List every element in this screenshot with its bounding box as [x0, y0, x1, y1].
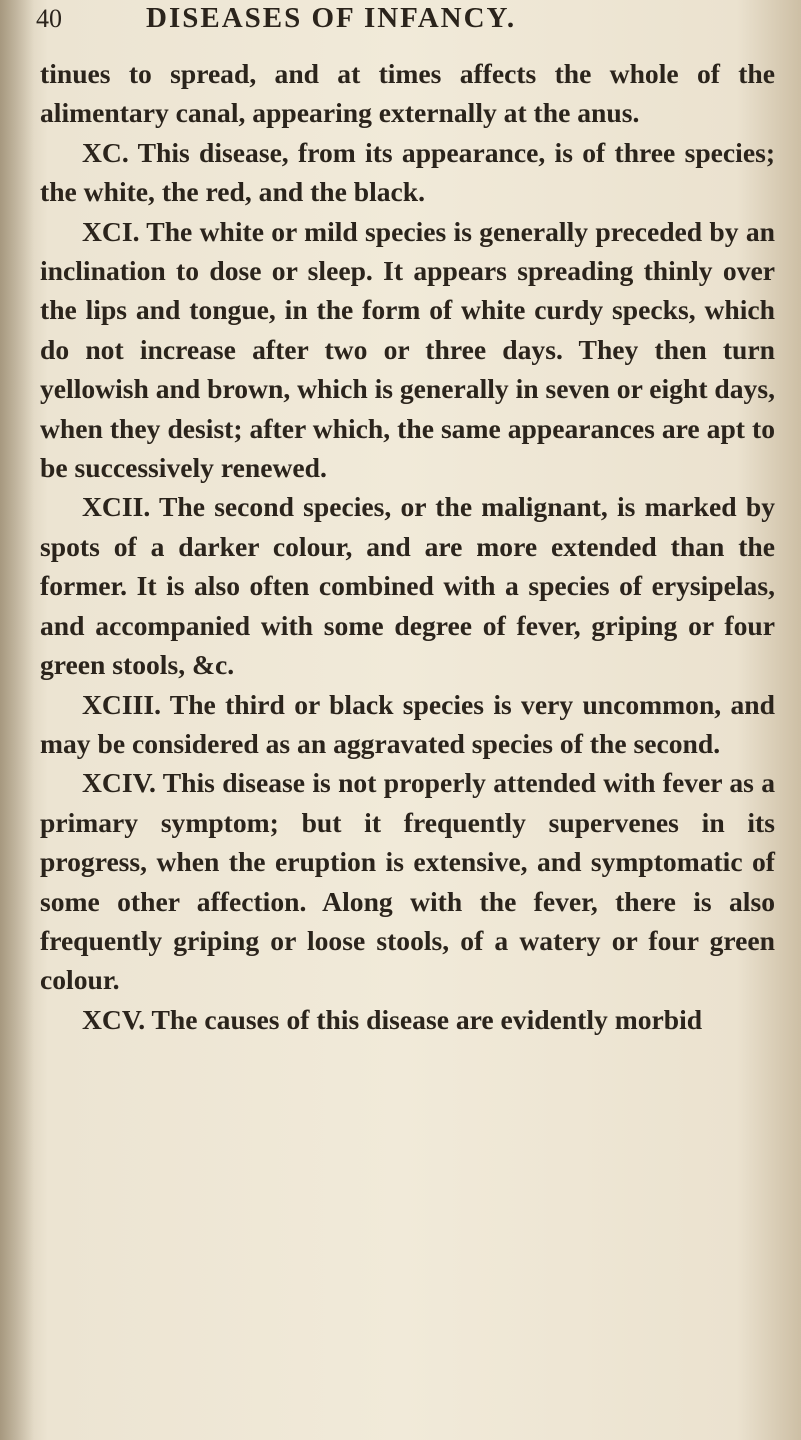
paragraph-text: The white or mild species is generally preceded by an inclination to dose or sleep. It appears spreading thinly over the lips and tongue, in the form of white curdy specks, which do not increase after two or three days. They then turn yellowish and brown, which is generally in seven or eight days, when they desist; after which, the same appearances are apt to be successively renewed. [40, 215, 775, 484]
paragraph-label: XCIII. [82, 688, 161, 720]
paragraph-xcii [40, 487, 775, 684]
paragraph-continuation [40, 54, 775, 133]
paragraph-label: XCII. [82, 491, 151, 523]
body-text [40, 54, 775, 1039]
page-header [36, 2, 776, 42]
paragraph-xciv [40, 763, 775, 999]
paragraph-text: The third or black species is very uncommon, and may be considered as an aggravated species of the second. [40, 688, 775, 759]
page-number: 40 [36, 4, 62, 33]
running-head: DISEASES OF INFANCY. [146, 2, 517, 34]
paragraph-label: XCIV. [82, 767, 156, 799]
binding-shadow [0, 0, 34, 1440]
paragraph-text: The causes of this disease are evidently morbid [151, 1003, 703, 1035]
paragraph-text: This disease, from its appearance, is of three species; the white, the red, and the black. [40, 136, 776, 208]
paragraph-xci [40, 212, 775, 488]
paragraph-xcv [40, 1000, 775, 1039]
paragraph-text: This disease is not properly attended with fever as a primary symptom; but it frequently supervenes in its progress, when the eruption is extensive, and symptomatic of some other affection. Along with the fever, there is also frequently griping or loose stools, of a watery or four green colour. [40, 767, 775, 996]
paragraph-label: XC. [82, 136, 129, 168]
paragraph-text: tinues to spread, and at times affects the whole of the alimentary canal, appearing externally at the anus. [40, 58, 775, 129]
paragraph-xc [40, 133, 775, 212]
paragraph-label: XCV. [82, 1003, 146, 1035]
paragraph-xciii [40, 685, 775, 764]
paragraph-text: The second species, or the malignant, is marked by spots of a darker colour, and are more extended than the former. It is also often combined with a species of erysipelas, and accompanied with some degree of fever, griping or four green stools, &c. [40, 491, 775, 681]
paragraph-label: XCI. [82, 215, 140, 247]
